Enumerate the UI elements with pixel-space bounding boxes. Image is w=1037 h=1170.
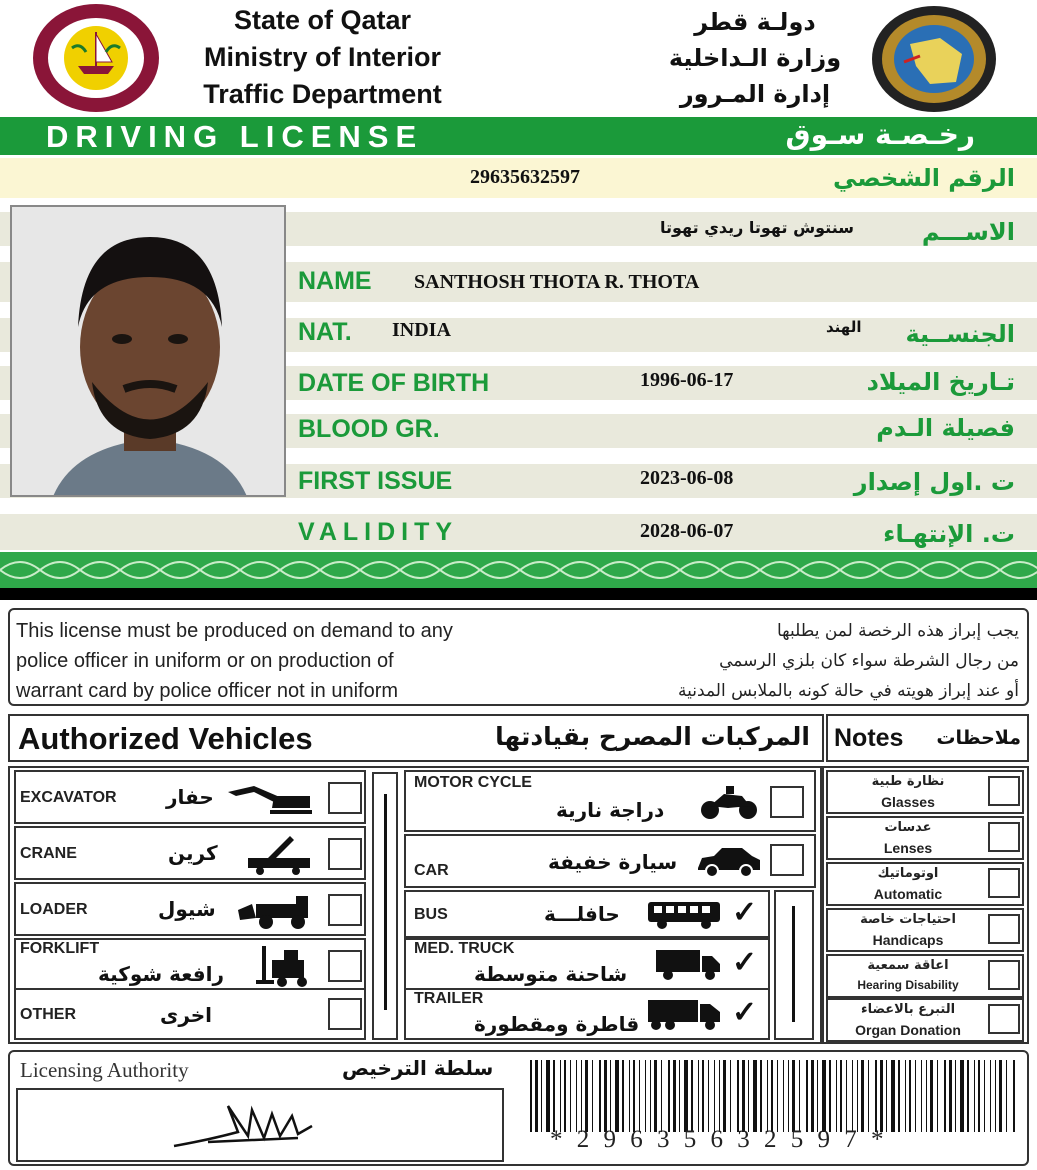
vehicle-checkbox[interactable] bbox=[770, 844, 804, 876]
bracket-line bbox=[384, 794, 387, 1010]
vehicle-name-ar: كرين bbox=[168, 841, 218, 865]
validity-label-ar: ت. الإنتهـاء bbox=[883, 520, 1015, 548]
barcode-bar bbox=[585, 1060, 588, 1132]
barcode-bar bbox=[599, 1060, 601, 1132]
forklift-icon bbox=[254, 944, 316, 988]
validity-value: 2028-06-07 bbox=[640, 520, 734, 542]
dob-label-ar: تـاريخ الميلاد bbox=[866, 368, 1015, 396]
vehicle-name-ar: سيارة خفيفة bbox=[548, 850, 678, 874]
barcode-number: * 2 9 6 3 5 6 3 2 5 9 7 * bbox=[550, 1126, 888, 1153]
barcode-bar bbox=[822, 1060, 826, 1132]
title-en: DRIVING LICENSE bbox=[46, 119, 424, 154]
notice-en-line-2: police officer in uniform or on production of bbox=[16, 650, 394, 672]
barcode-bar bbox=[742, 1060, 745, 1132]
vehicle-name-en: OTHER bbox=[20, 1006, 76, 1023]
barcode-bar bbox=[753, 1060, 757, 1132]
truck-icon bbox=[654, 946, 722, 982]
vehicle-name-en: BUS bbox=[414, 906, 448, 923]
barcode-bar bbox=[673, 1060, 676, 1132]
notice-box bbox=[8, 608, 1029, 706]
barcode-bar bbox=[714, 1060, 715, 1132]
nat-label-ar: الجنســية bbox=[905, 320, 1015, 348]
barcode-bar bbox=[974, 1060, 975, 1132]
excavator-icon bbox=[224, 782, 316, 816]
barcode-bar bbox=[978, 1060, 980, 1132]
barcode-bar bbox=[799, 1060, 800, 1132]
header-en bbox=[160, 2, 485, 113]
barcode-bar bbox=[811, 1060, 814, 1132]
notice-en bbox=[16, 616, 453, 706]
notes-title-ar: ملاحظات bbox=[936, 727, 1021, 749]
barcode-bar bbox=[905, 1060, 906, 1132]
first-issue-label-en: FIRST ISSUE bbox=[298, 467, 453, 495]
note-en: Organ Donation bbox=[855, 1022, 961, 1038]
bus-icon bbox=[646, 900, 722, 930]
notes-header bbox=[826, 714, 1029, 762]
authorized-title-en: Authorized Vehicles bbox=[18, 721, 313, 756]
dob-value: 1996-06-17 bbox=[640, 369, 734, 391]
barcode-bar bbox=[622, 1060, 624, 1132]
trailer-icon bbox=[646, 996, 722, 1032]
note-ar: اوتوماتيك bbox=[877, 866, 939, 881]
notice-en-line-3: warrant card by police officer not in uniform bbox=[16, 680, 399, 702]
barcode-bar bbox=[748, 1060, 749, 1132]
vehicle-name-en: FORKLIFT bbox=[20, 940, 100, 957]
vehicle-bus bbox=[404, 890, 770, 938]
barcode-bar bbox=[829, 1060, 831, 1132]
name-en-value: SANTHOSH THOTA R. THOTA bbox=[414, 271, 700, 293]
vehicle-name-ar: شاحنة متوسطة bbox=[474, 962, 628, 986]
license-back bbox=[0, 600, 1037, 1170]
vehicle-name-en: TRAILER bbox=[414, 990, 484, 1007]
notice-en-line-1: This license must be produced on demand to any bbox=[16, 620, 453, 642]
nat-ar-value: الهند bbox=[826, 318, 862, 336]
licensing-label-en: Licensing Authority bbox=[20, 1058, 189, 1082]
gcc-emblem-icon bbox=[870, 4, 998, 114]
barcode-bar bbox=[995, 1060, 996, 1132]
barcode-bar bbox=[604, 1060, 607, 1132]
dob-label-en: DATE OF BIRTH bbox=[298, 369, 490, 397]
barcode-bar bbox=[840, 1060, 842, 1132]
vehicle-name-ar: حفار bbox=[166, 785, 214, 809]
barcode-bar bbox=[702, 1060, 704, 1132]
note-organ-donation bbox=[826, 998, 1024, 1042]
note-ar: احتياجات خاصة bbox=[860, 912, 956, 927]
note-en: Glasses bbox=[881, 794, 935, 810]
vehicle-crane bbox=[14, 826, 366, 880]
barcode-bar bbox=[783, 1060, 784, 1132]
vehicle-checkbox[interactable] bbox=[328, 782, 362, 814]
barcode-bar bbox=[576, 1060, 577, 1132]
note-en: Handicaps bbox=[872, 932, 944, 948]
barcode-bar bbox=[898, 1060, 900, 1132]
name-label-en: NAME bbox=[298, 267, 372, 295]
barcode-bar bbox=[875, 1060, 877, 1132]
car-icon bbox=[696, 846, 762, 878]
vehicle-name-en: CAR bbox=[414, 862, 449, 879]
note-handicaps bbox=[826, 908, 1024, 952]
barcode-bar bbox=[639, 1060, 640, 1132]
signature-icon bbox=[168, 1096, 318, 1156]
header-ar bbox=[640, 4, 870, 112]
barcode-bar bbox=[570, 1060, 571, 1132]
checkmark-icon: ✓ bbox=[732, 896, 758, 929]
barcode-bar bbox=[836, 1060, 837, 1132]
barcode-bar bbox=[1006, 1060, 1007, 1132]
stripe bbox=[0, 514, 1037, 550]
barcode-bar bbox=[541, 1060, 542, 1132]
vehicle-checkbox[interactable] bbox=[770, 786, 804, 818]
vehicle-name-ar: رافعة شوكية bbox=[98, 962, 224, 986]
barcode-bar bbox=[581, 1060, 582, 1132]
header-ar-line-1: دولـة قطر bbox=[694, 8, 816, 36]
barcode-bar bbox=[880, 1060, 883, 1132]
signature-box bbox=[16, 1088, 504, 1162]
note-ar: نظارة طبية bbox=[871, 774, 945, 789]
barcode-bar bbox=[730, 1060, 731, 1132]
barcode-bar bbox=[846, 1060, 847, 1132]
barcode-bar bbox=[650, 1060, 651, 1132]
barcode-bar bbox=[960, 1060, 964, 1132]
barcode-bar bbox=[654, 1060, 657, 1132]
vehicle-trailer bbox=[404, 988, 770, 1040]
barcode-bar bbox=[926, 1060, 927, 1132]
vehicle-name-ar: حافلـــة bbox=[544, 902, 620, 926]
authorized-header bbox=[8, 714, 824, 762]
vehicle-loader bbox=[14, 882, 366, 936]
barcode-bar bbox=[767, 1060, 768, 1132]
title-bar bbox=[0, 117, 1037, 155]
name-label-ar: الاســـم bbox=[921, 218, 1015, 246]
barcode-bar bbox=[708, 1060, 709, 1132]
vehicle-name-ar: دراجة نارية bbox=[556, 798, 665, 822]
barcode-bar bbox=[771, 1060, 773, 1132]
barcode-bar bbox=[546, 1060, 550, 1132]
barcode-bar bbox=[984, 1060, 985, 1132]
notice-ar-line-2: من رجال الشرطة سواء كان بلزي الرسمي bbox=[719, 651, 1019, 671]
bracket-line bbox=[792, 906, 795, 1022]
barcode-bar bbox=[967, 1060, 969, 1132]
loader-icon bbox=[236, 892, 314, 930]
barcode-bar bbox=[909, 1060, 911, 1132]
barcode-bar bbox=[530, 1060, 532, 1132]
checkmark-icon: ✓ bbox=[732, 996, 758, 1029]
vehicle-motorcycle bbox=[404, 770, 816, 832]
barcode-icon bbox=[530, 1060, 1018, 1132]
vehicle-med-truck bbox=[404, 938, 770, 990]
barcode-bar bbox=[886, 1060, 887, 1132]
barcode-bar bbox=[861, 1060, 864, 1132]
note-en: Lenses bbox=[883, 840, 933, 856]
vehicle-other bbox=[14, 988, 366, 1040]
vehicle-name-ar: شيول bbox=[158, 897, 216, 921]
right-bracket bbox=[774, 890, 814, 1040]
barcode-bar bbox=[668, 1060, 670, 1132]
holder-photo bbox=[10, 205, 286, 497]
vehicle-checkbox[interactable] bbox=[328, 950, 362, 982]
barcode-bar bbox=[723, 1060, 726, 1132]
barcode-bar bbox=[645, 1060, 646, 1132]
barcode-bar bbox=[921, 1060, 922, 1132]
personal-number-value: 29635632597 bbox=[470, 166, 580, 188]
barcode-bar bbox=[610, 1060, 611, 1132]
barcode-bar bbox=[852, 1060, 853, 1132]
decorative-pattern-band bbox=[0, 552, 1037, 588]
barcode-bar bbox=[806, 1060, 808, 1132]
vehicle-name-en: CRANE bbox=[20, 845, 77, 862]
crane-icon bbox=[244, 832, 314, 876]
barcode-bar bbox=[937, 1060, 938, 1132]
barcode-bar bbox=[1013, 1060, 1015, 1132]
vehicle-excavator bbox=[14, 770, 366, 824]
authorized-title-ar: المركبات المصرح بقيادتها bbox=[495, 722, 810, 751]
barcode-bar bbox=[560, 1060, 561, 1132]
note-checkbox[interactable] bbox=[988, 822, 1020, 852]
vehicle-checkbox[interactable] bbox=[328, 998, 362, 1030]
notice-ar-line-3: أو عند إبراز هويته في حالة كونه بالملابس المدنية bbox=[678, 681, 1019, 701]
barcode-bar bbox=[930, 1060, 933, 1132]
person-photo-icon bbox=[12, 207, 286, 497]
barcode-bar bbox=[990, 1060, 991, 1132]
note-checkbox[interactable] bbox=[988, 776, 1020, 806]
center-bracket bbox=[372, 772, 398, 1040]
barcode-bar bbox=[679, 1060, 680, 1132]
licensing-label-ar: سلطة الترخيص bbox=[342, 1056, 494, 1080]
notes-title-en: Notes bbox=[834, 724, 904, 752]
barcode-bar bbox=[535, 1060, 538, 1132]
header-en-line-2: Ministry of Interior bbox=[203, 42, 441, 72]
validity-label-en: VALIDITY bbox=[298, 518, 459, 546]
barcode-bar bbox=[615, 1060, 619, 1132]
blood-label-en: BLOOD GR. bbox=[298, 415, 440, 443]
header-ar-line-2: وزارة الـداخلية bbox=[668, 44, 842, 72]
header-ar-line-3: إدارة المـرور bbox=[679, 80, 831, 108]
barcode-bar bbox=[944, 1060, 946, 1132]
barcode-bar bbox=[949, 1060, 952, 1132]
first-issue-label-ar: ت .اول إصدار bbox=[853, 468, 1015, 496]
barcode-bar bbox=[737, 1060, 739, 1132]
barcode-bar bbox=[999, 1060, 1002, 1132]
note-lenses bbox=[826, 816, 1024, 860]
vehicle-forklift bbox=[14, 938, 366, 992]
vehicle-name-en: MOTOR CYCLE bbox=[414, 774, 532, 791]
barcode-bar bbox=[592, 1060, 593, 1132]
vehicle-name-ar: اخرى bbox=[160, 1003, 213, 1027]
vehicle-name-en: EXCAVATOR bbox=[20, 789, 117, 806]
blood-label-ar: فصيلة الـدم bbox=[876, 414, 1015, 442]
title-ar: رخـصـة سـوق bbox=[785, 118, 975, 151]
checkmark-icon: ✓ bbox=[732, 946, 758, 979]
barcode-bar bbox=[868, 1060, 869, 1132]
qatar-moi-emblem-icon bbox=[30, 2, 162, 114]
vehicle-checkbox[interactable] bbox=[328, 894, 362, 926]
barcode-bar bbox=[955, 1060, 956, 1132]
note-en: Hearing Disability bbox=[857, 978, 959, 992]
barcode-bar bbox=[661, 1060, 662, 1132]
personal-number-label-ar: الرقم الشخصي bbox=[833, 164, 1015, 192]
note-ar: عدسات bbox=[884, 820, 932, 835]
note-hearing bbox=[826, 954, 1024, 998]
note-glasses bbox=[826, 770, 1024, 814]
motorcycle-icon bbox=[698, 782, 760, 820]
note-checkbox[interactable] bbox=[988, 960, 1020, 990]
authority-box bbox=[8, 1050, 1029, 1166]
note-ar: اعاقة سمعية bbox=[867, 958, 949, 973]
nat-label-en: NAT. bbox=[298, 318, 352, 346]
barcode-bar bbox=[698, 1060, 699, 1132]
notice-ar-line-1: يجب إبراز هذه الرخصة لمن يطلبها bbox=[776, 621, 1019, 641]
barcode-bar bbox=[792, 1060, 795, 1132]
vehicle-checkbox[interactable] bbox=[328, 838, 362, 870]
note-checkbox[interactable] bbox=[988, 914, 1020, 944]
nat-en-value: INDIA bbox=[392, 319, 451, 341]
barcode-bar bbox=[915, 1060, 916, 1132]
card-divider bbox=[0, 588, 1037, 600]
vehicle-name-en: LOADER bbox=[20, 901, 88, 918]
note-ar: التبرع بالاعضاء bbox=[860, 1002, 956, 1017]
note-checkbox[interactable] bbox=[988, 868, 1020, 898]
header-en-line-3: Traffic Department bbox=[203, 79, 442, 109]
header-en-line-1: State of Qatar bbox=[233, 5, 412, 35]
barcode-bar bbox=[719, 1060, 720, 1132]
note-en: Automatic bbox=[873, 886, 943, 902]
notice-ar bbox=[678, 616, 1019, 706]
barcode-bar bbox=[777, 1060, 778, 1132]
barcode-bar bbox=[891, 1060, 895, 1132]
name-ar-value: سنتوش تهوتا ريدي تهوتا bbox=[660, 218, 854, 237]
note-checkbox[interactable] bbox=[988, 1004, 1020, 1034]
barcode-bar bbox=[629, 1060, 630, 1132]
barcode-bar bbox=[788, 1060, 789, 1132]
barcode-bar bbox=[684, 1060, 688, 1132]
barcode-bar bbox=[564, 1060, 566, 1132]
vehicle-car bbox=[404, 834, 816, 888]
vehicle-name-ar: قاطرة ومقطورة bbox=[474, 1012, 640, 1036]
barcode-bar bbox=[691, 1060, 693, 1132]
barcode-bar bbox=[553, 1060, 555, 1132]
note-automatic bbox=[826, 862, 1024, 906]
barcode-bar bbox=[760, 1060, 762, 1132]
vehicle-name-en: MED. TRUCK bbox=[414, 940, 515, 957]
barcode-bar bbox=[633, 1060, 635, 1132]
barcode-bar bbox=[817, 1060, 818, 1132]
barcode-bar bbox=[857, 1060, 858, 1132]
first-issue-value: 2023-06-08 bbox=[640, 467, 734, 489]
